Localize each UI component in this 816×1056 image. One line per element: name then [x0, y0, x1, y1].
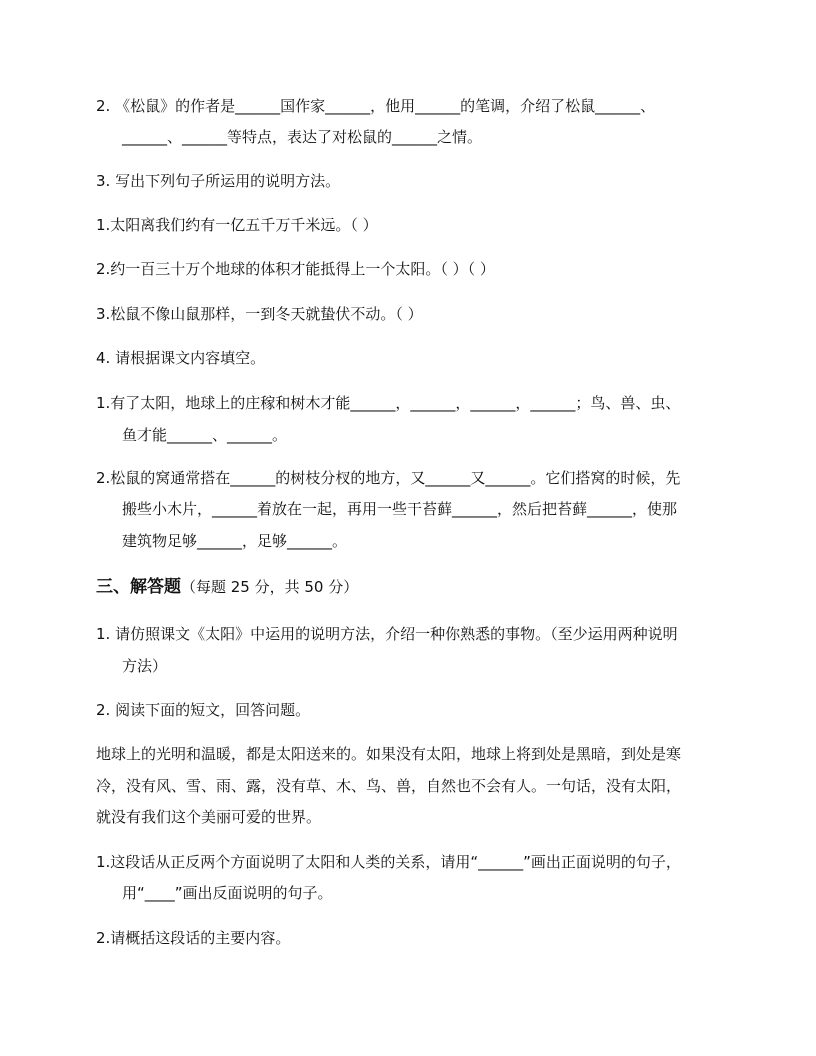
section-three-title [96, 576, 358, 598]
s3-q2-sub1-line1: 1.这段话从正反两个方面说明了太阳和人类的关系，请用“______”画出正面说明的句子， [96, 853, 681, 871]
s3-q2-sub1-line2: 用“____”画出反面说明的句子。 [122, 884, 333, 902]
s3-q2-sub2: 2.请概括这段话的主要内容。 [96, 929, 291, 947]
q3-heading: 3. 写出下列句子所运用的说明方法。 [96, 172, 341, 190]
q4-item2-line1: 2.松鼠的窝通常搭在______的树枝分杈的地方，又______又______。它们搭窝的时候，先 [96, 469, 681, 487]
s3-q1-line2: 方法） [122, 657, 168, 675]
q4-item1-line2: 鱼才能______、______。 [122, 426, 288, 444]
q4-heading: 4. 请根据课文内容填空。 [96, 349, 266, 367]
q4-item2-line3: 建筑物足够______，足够______。 [122, 532, 348, 550]
q3-item-3: 3.松鼠不像山鼠那样，一到冬天就蛰伏不动。（ ） [96, 305, 423, 323]
passage-line-1: 地球上的光明和温暖，都是太阳送来的。如果没有太阳，地球上将到处是黑暗，到处是寒 [96, 745, 682, 763]
section-three-heading: 三、解答题 [96, 577, 181, 597]
passage-line-3: 就没有我们这个美丽可爱的世界。 [96, 808, 322, 826]
section-three-subtitle: （每题 25 分，共 50 分） [181, 578, 359, 596]
q2-author-line2: ______、______等特点，表达了对松鼠的______之情。 [122, 128, 483, 146]
q2-author-line1: 2. 《松鼠》的作者是______国作家______，他用______的笔调，介绍了松鼠______、 [96, 97, 656, 115]
s3-q2-heading: 2. 阅读下面的短文，回答问题。 [96, 701, 311, 719]
q4-item2-line2: 搬些小木片，______着放在一起，再用一些干苔藓______，然后把苔藓______，使那 [122, 500, 678, 518]
q4-item1-line1: 1.有了太阳，地球上的庄稼和树木才能______，______，______，______；鸟、兽、虫、 [96, 394, 681, 412]
passage-line-2: 冷，没有风、雪、雨、露，没有草、木、鸟、兽，自然也不会有人。一句话，没有太阳， [96, 777, 682, 795]
q3-item-1: 1.太阳离我们约有一亿五千万千米远。（ ） [96, 216, 378, 234]
q3-item-2: 2.约一百三十万个地球的体积才能抵得上一个太阳。（ ）（ ） [96, 260, 495, 278]
s3-q1-line1: 1. 请仿照课文《太阳》中运用的说明方法，介绍一种你熟悉的事物。（至少运用两种说明 [96, 625, 678, 643]
